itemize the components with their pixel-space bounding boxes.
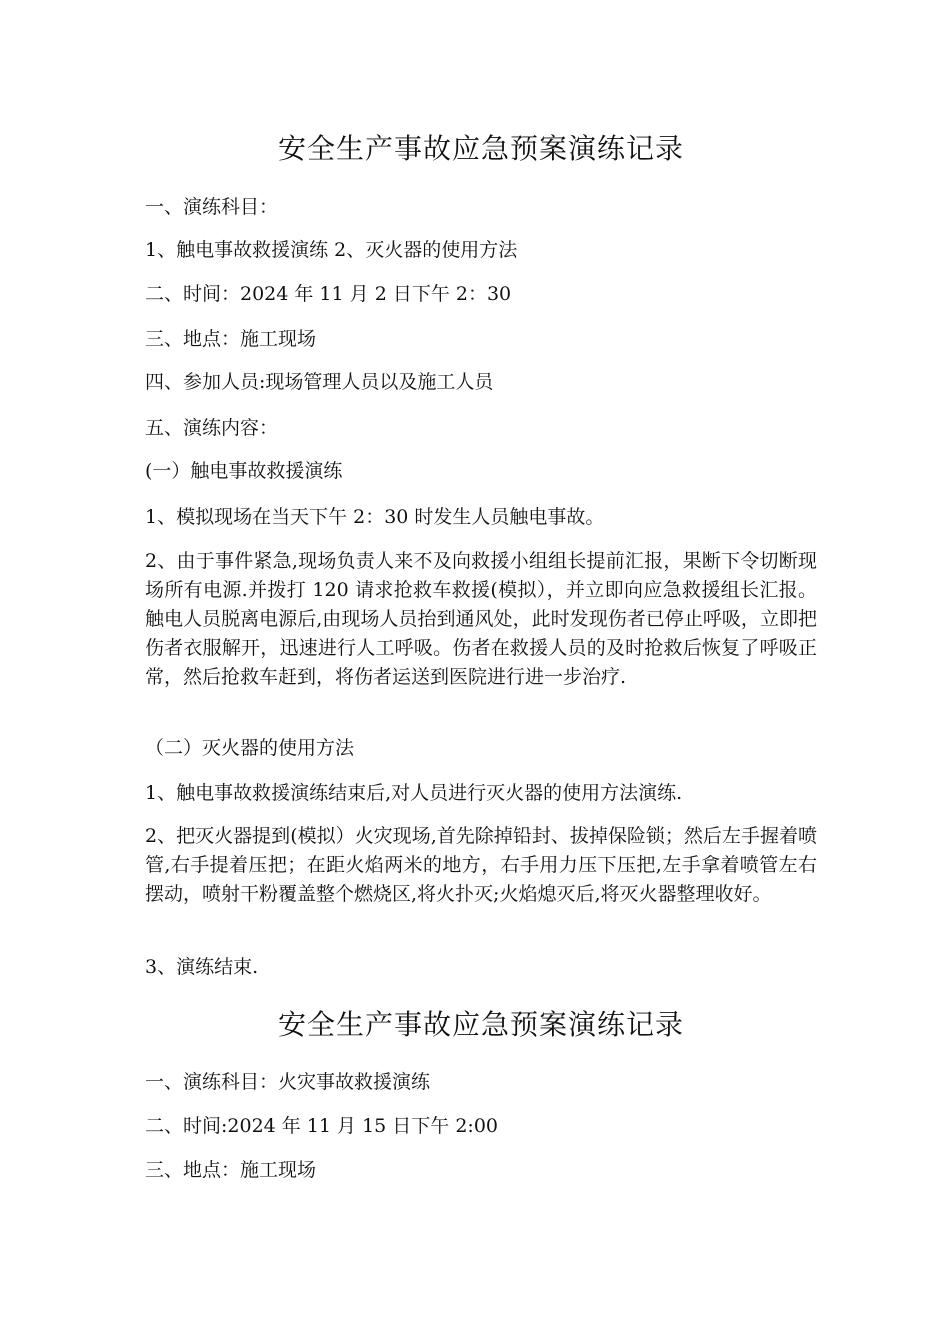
record1-title: 安全生产事故应急预案演练记录 (277, 132, 684, 165)
record1-participants: 四、参加人员:现场管理人员以及施工人员 (145, 371, 494, 393)
record1-section2-step2: 2、把灭火器提到(模拟）火灾现场,首先除掉铅封、拔掉保险锁；然后左手握着喷管,右手提着压把；在距火焰两米的地方，右手用力压下压把,左手拿着喷管左右摆动，喷射干粉覆盖整个燃烧区,将火扑灭;火焰熄灭后,将灭火器整理收好。 (145, 825, 817, 905)
record1-section2-step3: 3、演练结束. (145, 956, 259, 978)
record2-location: 三、地点：施工现场 (145, 1159, 317, 1181)
record1-subject-heading: 一、演练科目： (145, 196, 279, 218)
record2-title: 安全生产事故应急预案演练记录 (277, 1008, 684, 1041)
record1-section1-heading: (一）触电事故救援演练 (145, 460, 343, 482)
record2-subject: 一、演练科目：火灾事故救援演练 (145, 1071, 431, 1093)
record1-section1-step2: 2、由于事件紧急,现场负责人来不及向救援小组组长提前汇报，果断下令切断现场所有电源.并拨打 120 请求抢救车救援(模拟），并立即向应急救援组长汇报。触电人员脱离电源后,由现场人员抬到通风处，此时发现伤者已停止呼吸，立即把伤者衣服解开，迅速进行人工呼吸。伤者在救援人员的及时抢救后恢复了呼吸正常，然后抢救车赶到，将伤者运送到医院进行进一步治疗. (145, 550, 817, 688)
record2-time: 二、时间:2024 年 11 月 15 日下午 2:00 (145, 1115, 499, 1137)
record1-section2-heading: （二）灭火器的使用方法 (145, 737, 355, 759)
record1-section1-step1: 1、模拟现场在当天下午 2：30 时发生人员触电事故。 (145, 506, 605, 528)
record1-time: 二、时间：2024 年 11 月 2 日下午 2：30 (145, 283, 512, 305)
record1-section2-step1: 1、触电事故救援演练结束后,对人员进行灭火器的使用方法演练. (145, 782, 683, 804)
document-page (145, 0, 817, 1344)
record1-location: 三、地点：施工现场 (145, 328, 317, 350)
record1-content-heading: 五、演练内容： (145, 417, 279, 439)
record1-subject-items: 1、触电事故救援演练 2、灭火器的使用方法 (145, 239, 518, 261)
